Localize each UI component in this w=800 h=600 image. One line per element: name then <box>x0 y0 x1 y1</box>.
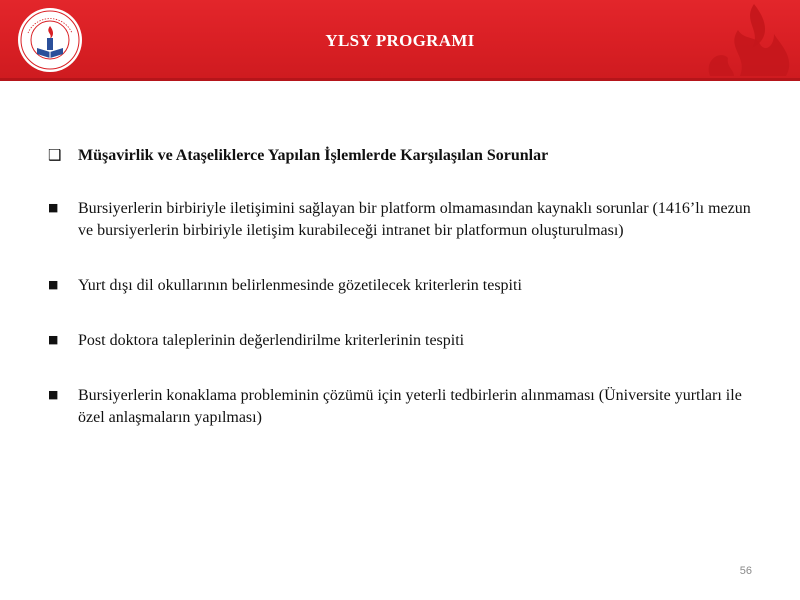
square-bullet-icon: ■ <box>48 333 59 346</box>
square-bullet-icon: ■ <box>48 278 59 291</box>
section-heading-text: Müşavirlik ve Ataşeliklerce Yapılan İşlemlerde Karşılaşılan Sorunlar <box>78 147 549 164</box>
list-item-text: Bursiyerlerin konaklama probleminin çözümü için yeterli tedbirlerin alınmaması (Üniversite yurtları ile özel anlaşmaların yapılması) <box>78 387 742 426</box>
list-item-text: Bursiyerlerin birbiriyle iletişimini sağlayan bir platform olmamasından kaynaklı sorunlar (1416’lı mezun ve bursiyerlerin birbiriyle iletişim kurabileceği intranet bir platformun oluşturulması) <box>78 200 751 239</box>
list-item-text: Post doktora taleplerinin değerlendirilme kriterlerinin tespiti <box>78 332 465 349</box>
checkbox-bullet-icon: ❑ <box>48 146 62 164</box>
list-item <box>46 330 766 352</box>
flame-icon <box>690 0 800 78</box>
page-number: 56 <box>739 565 752 577</box>
list-item <box>46 275 766 297</box>
section-heading <box>46 145 766 167</box>
header-divider <box>0 78 800 81</box>
square-bullet-icon: ■ <box>48 201 59 214</box>
list-item-text: Yurt dışı dil okullarının belirlenmesinde gözetilecek kriterlerin tespiti <box>78 277 522 294</box>
square-bullet-icon: ■ <box>48 388 59 401</box>
page-title: YLSY PROGRAMI <box>325 31 475 50</box>
header-bar <box>0 0 800 78</box>
slide-content <box>46 145 766 462</box>
list-item <box>46 385 766 429</box>
list-item <box>46 198 766 242</box>
